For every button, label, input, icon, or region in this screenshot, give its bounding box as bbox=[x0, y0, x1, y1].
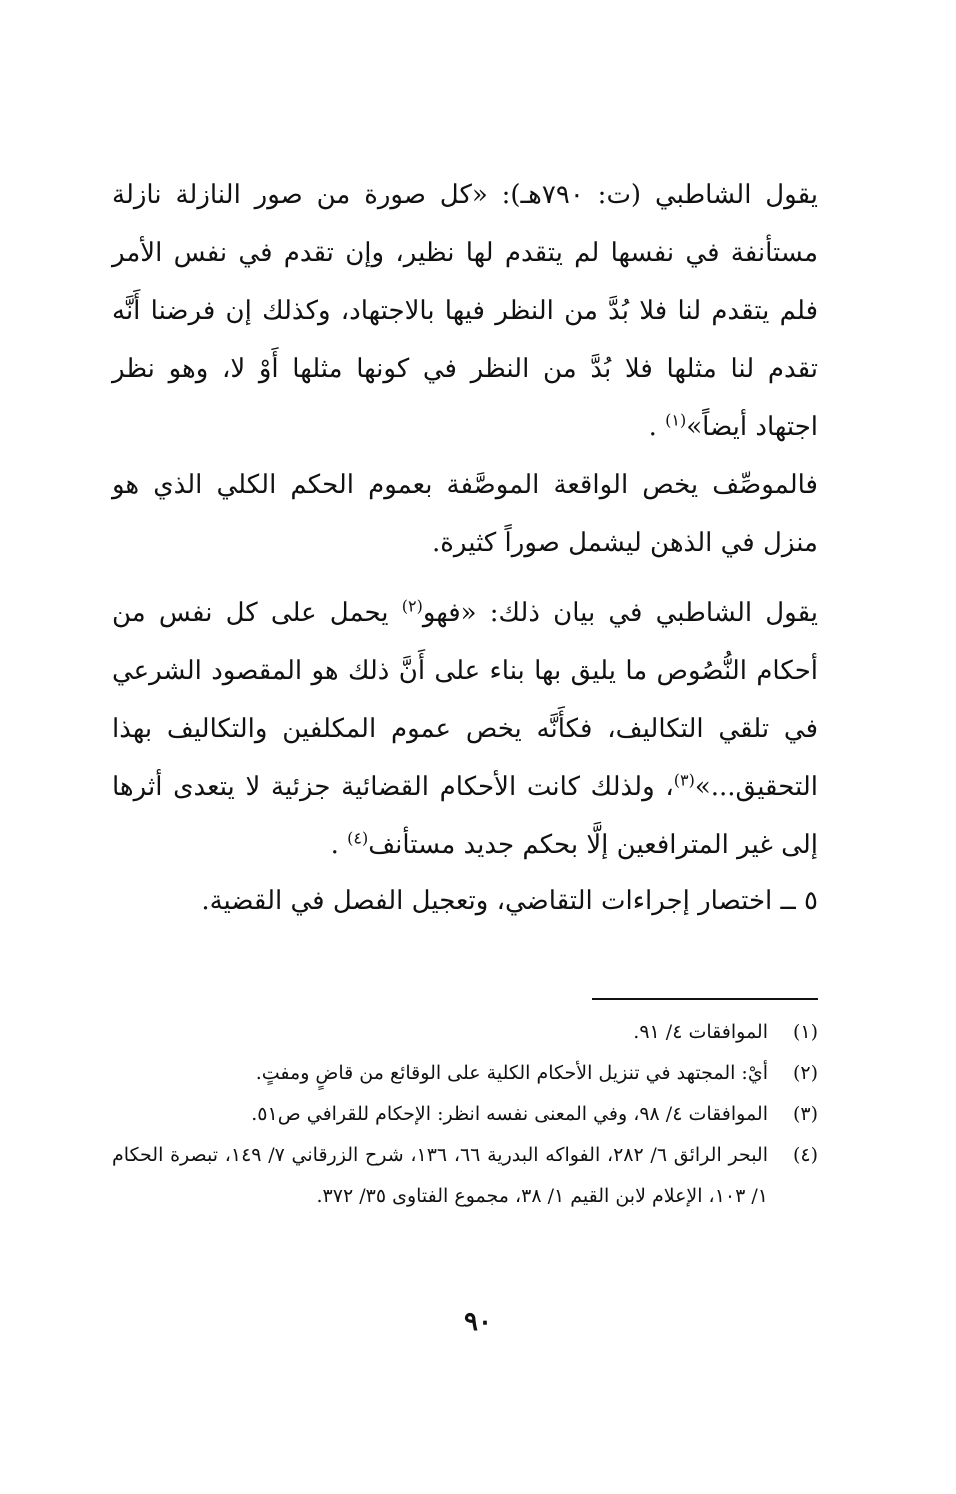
paragraph-text: يقول الشاطبي (ت: ٧٩٠هـ): «كل صورة من صور النازلة نازلة مستأنفة في نفسها لم يتقدم لها نظير، وإن تقدم في نفس الأمر فلم يتقدم لنا فلا بُدَّ من النظر فيها بالاجتهاد، وكذلك إن فرضنا أَنَّه تقدم لنا مثلها فلا بُدَّ من النظر في كونها مثلها أَوْ لا، وهو نظر اجتهاد أيضاً» bbox=[112, 180, 819, 442]
paragraph-text-part-1: يقول الشاطبي في بيان ذلك: «فهو bbox=[422, 598, 818, 628]
paragraph-text: ٥ ــ اختصار إجراءات التقاضي، وتعجيل الفصل في القضية. bbox=[201, 886, 818, 916]
page-number: ٩٠ bbox=[464, 1307, 492, 1337]
paragraph-shatibi-quote bbox=[112, 166, 818, 456]
footnote-text: البحر الرائق ٦/ ٢٨٢، الفواكه البدرية ٦٦، ١٣٦، شرح الزرقاني ٧/ ١٤٩، تبصرة الحكام ١/ ١٠٣، الإعلام لابن القيم ١/ ٣٨، مجموع الفتاوى ٣٥/ ٣٧٢. bbox=[112, 1144, 768, 1207]
paragraph-text: فالموصِّف يخص الواقعة الموصَّفة بعموم الحكم الكلي الذي هو منزل في الذهن ليشمل صوراً كثيرة. bbox=[112, 470, 818, 558]
paragraph-shatibi-explanation bbox=[112, 584, 818, 874]
footnote-separator bbox=[592, 998, 818, 1000]
footnote-number: (٣) bbox=[792, 1103, 818, 1125]
paragraph-end: . bbox=[648, 412, 666, 442]
paragraph-end: . bbox=[330, 830, 348, 860]
footnote-text: الموافقات ٤/ ٩٨، وفي المعنى نفسه انظر: الإحكام للقرافي ص٥١. bbox=[251, 1103, 768, 1125]
footnote-number: (١) bbox=[792, 1021, 818, 1043]
footnotes-list bbox=[112, 1012, 818, 1217]
footnote-ref-1: (١) bbox=[665, 410, 687, 430]
paragraph-text-part-2: يحمل على كل نفس من أحكام النُّصُوص ما يليق بها بناء على أَنَّ ذلك هو المقصود الشرعي في تلقي التكاليف، فكأَنَّه يخص عموم المكلفين والتكاليف بهذا التحقيق...» bbox=[112, 598, 818, 802]
paragraph-text-part-3: ، ولذلك كانت الأحكام القضائية جزئية لا يتعدى أثرها إلى غير المترافعين إلَّا بحكم جديد مستأنف bbox=[112, 772, 818, 860]
paragraph-section-heading-5 bbox=[112, 872, 818, 930]
footnote-text: الموافقات ٤/ ٩١. bbox=[633, 1021, 768, 1043]
footnote-text: أيْ: المجتهد في تنزيل الأحكام الكلية على الوقائع من قاضٍ ومفتٍ. bbox=[255, 1062, 768, 1084]
paragraph-musawwif bbox=[112, 456, 818, 572]
footnote-3 bbox=[112, 1094, 818, 1135]
footnote-1 bbox=[112, 1012, 818, 1053]
footnote-number: (٤) bbox=[792, 1144, 818, 1166]
footnote-ref-2: (٢) bbox=[401, 596, 423, 616]
footnote-ref-4: (٤) bbox=[347, 828, 369, 848]
footnote-ref-3: (٣) bbox=[673, 770, 695, 790]
footnote-2 bbox=[112, 1053, 818, 1094]
footnote-4 bbox=[112, 1135, 818, 1217]
footnote-number: (٢) bbox=[792, 1062, 818, 1084]
